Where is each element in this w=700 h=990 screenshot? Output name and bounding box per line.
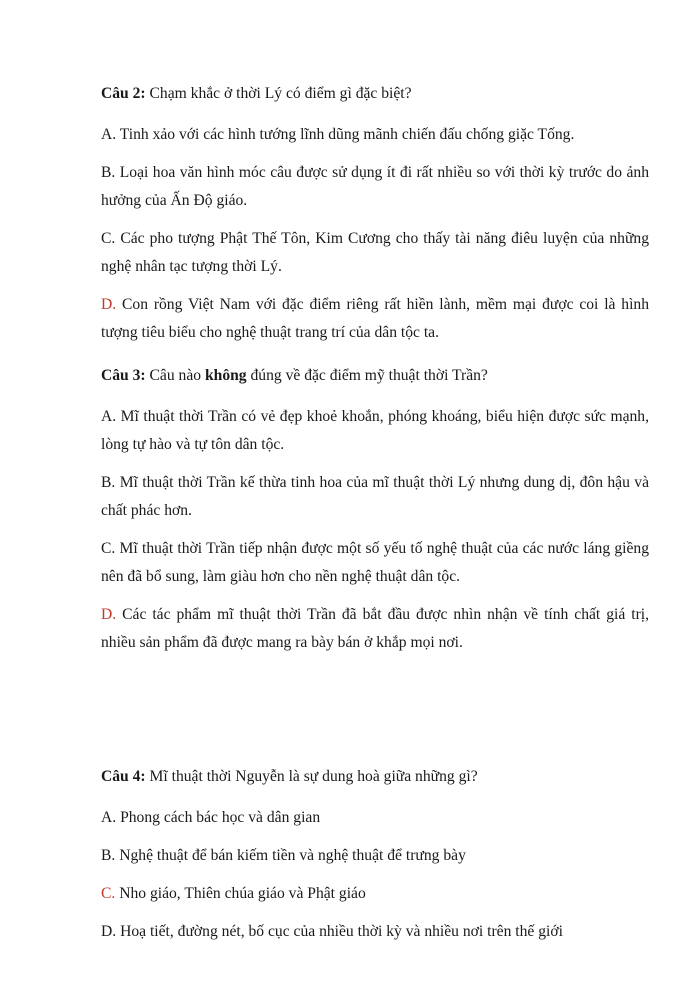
option-a <box>101 121 649 149</box>
option-text: Mĩ thuật thời Trần có vẻ đẹp khoẻ khoắn, phóng khoáng, biểu hiện được sức mạnh, lòng tự hào và tự tôn dân tộc. <box>101 408 649 453</box>
option-letter: B. <box>101 164 116 181</box>
correct-option-letter: D. <box>101 606 117 623</box>
question-label: Câu 2: <box>101 85 146 102</box>
question-label: Câu 3: <box>101 367 146 384</box>
question-stem-text: Câu nào <box>145 367 205 384</box>
option-letter: A. <box>101 408 117 425</box>
option-text: Mĩ thuật thời Trần tiếp nhận được một số yếu tố nghệ thuật của các nước láng giềng nên đã bổ sung, làm giàu hơn cho nền nghệ thuật dân tộc. <box>101 540 649 585</box>
question-label: Câu 4: <box>101 768 146 785</box>
question-stem-text: đúng về đặc điểm mỹ thuật thời Trần? <box>246 367 488 384</box>
option-text: Con rồng Việt Nam với đặc điểm riêng rất hiền lành, mềm mại được coi là hình tượng tiêu biểu cho nghệ thuật trang trí của dân tộc ta. <box>101 296 649 341</box>
option-text: Loại hoa văn hình móc câu được sử dụng ít đi rất nhiều so với thời kỳ trước do ảnh hưởng của Ấn Độ giáo. <box>101 164 649 209</box>
option-text: Nghệ thuật để bán kiếm tiền và nghệ thuật để trưng bày <box>115 847 466 864</box>
option-a <box>101 804 649 832</box>
question-2 <box>101 80 649 357</box>
option-letter: C. <box>101 540 116 557</box>
option-c <box>101 880 649 908</box>
option-text: Nho giáo, Thiên chúa giáo và Phật giáo <box>115 885 366 902</box>
option-b <box>101 842 649 870</box>
question-3 <box>101 362 649 667</box>
option-text: Các pho tượng Phật Thế Tôn, Kim Cương cho thấy tài năng điêu luyện của những nghệ nhân tạc tượng thời Lý. <box>101 230 649 275</box>
option-d <box>101 291 649 347</box>
option-c <box>101 535 649 591</box>
option-letter: B. <box>101 847 116 864</box>
option-letter: C. <box>101 230 116 247</box>
option-text: Các tác phẩm mĩ thuật thời Trần đã bắt đầu được nhìn nhận về tính chất giá trị, nhiều sản phẩm đã được mang ra bày bán ở khắp mọi nơi. <box>101 606 649 651</box>
question-3-stem <box>101 362 649 390</box>
question-2-stem <box>101 80 649 108</box>
option-letter: B. <box>101 474 116 491</box>
option-text: Hoạ tiết, đường nét, bố cục của nhiều thời kỳ và nhiều nơi trên thế giới <box>116 923 563 940</box>
option-d <box>101 601 649 657</box>
question-stem-text: Chạm khắc ở thời Lý có điểm gì đặc biệt? <box>145 85 412 102</box>
option-letter: A. <box>101 126 117 143</box>
correct-option-letter: D. <box>101 296 117 313</box>
option-b <box>101 469 649 525</box>
option-text: Phong cách bác học và dân gian <box>116 809 321 826</box>
option-d <box>101 918 649 946</box>
option-text: Tinh xảo với các hình tướng lĩnh dũng mãnh chiến đấu chống giặc Tống. <box>116 126 575 143</box>
question-4 <box>101 763 649 956</box>
question-4-stem <box>101 763 649 791</box>
question-stem-text: Mĩ thuật thời Nguyễn là sự dung hoà giữa những gì? <box>145 768 478 785</box>
option-text: Mĩ thuật thời Trần kế thừa tinh hoa của mĩ thuật thời Lý nhưng dung dị, đôn hậu và chất phác hơn. <box>101 474 649 519</box>
correct-option-letter: C. <box>101 885 116 902</box>
option-a <box>101 403 649 459</box>
option-c <box>101 225 649 281</box>
question-stem-emphasis: không <box>204 367 247 384</box>
option-letter: A. <box>101 809 117 826</box>
option-b <box>101 159 649 215</box>
option-letter: D. <box>101 923 117 940</box>
